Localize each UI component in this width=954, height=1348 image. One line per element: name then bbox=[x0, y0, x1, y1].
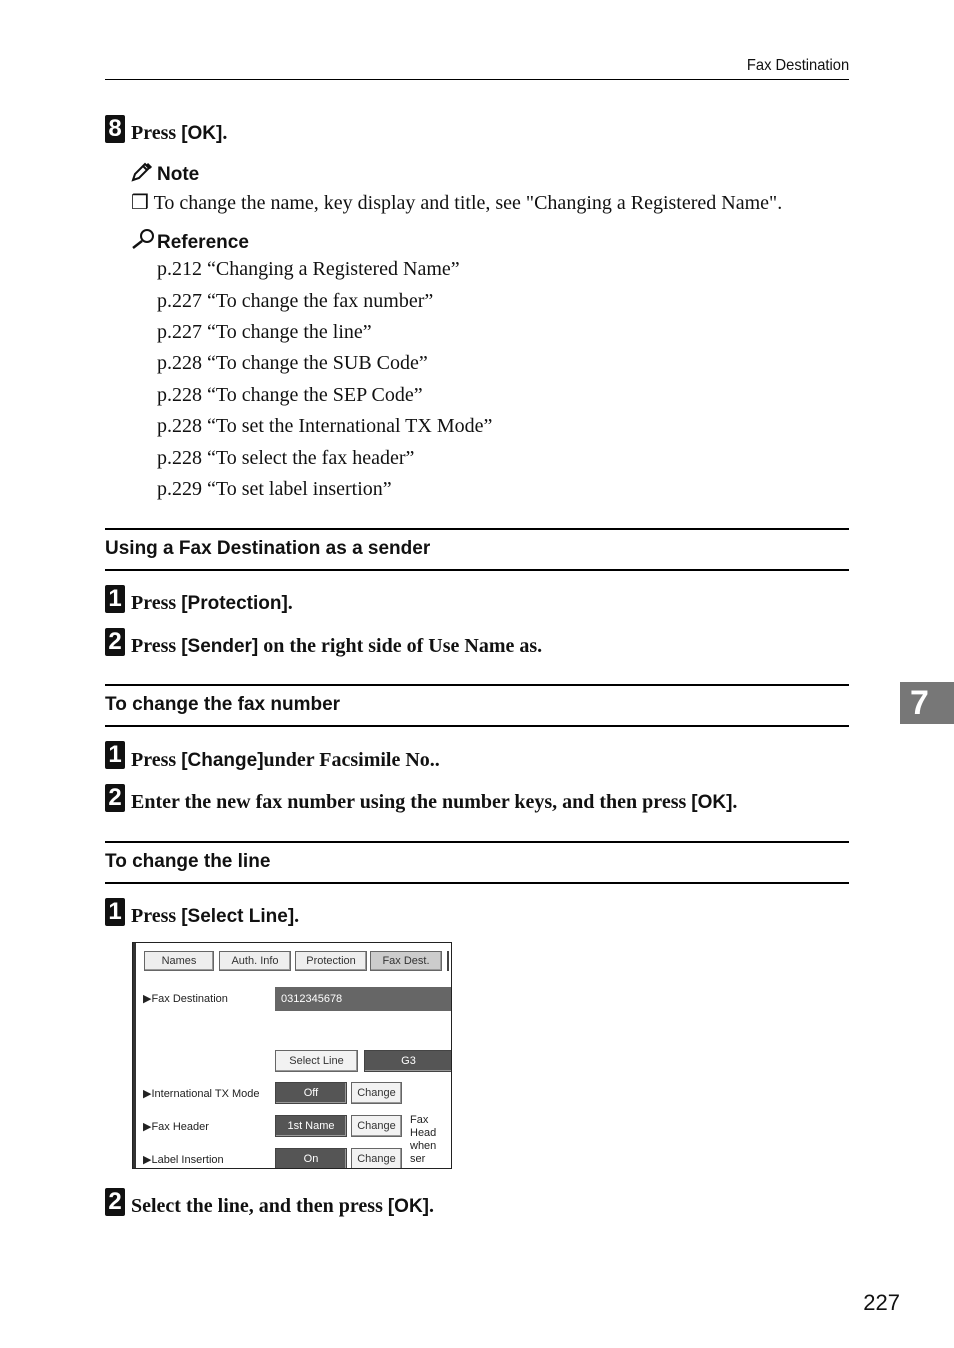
section-title-fax-number: To change the fax number bbox=[105, 694, 341, 715]
step-post: under Facsimile No.. bbox=[263, 749, 440, 771]
page-number: 227 bbox=[863, 1290, 900, 1315]
ok-key: [OK] bbox=[691, 792, 733, 813]
step-number-1: 1 bbox=[105, 741, 125, 769]
section-title-sender: Using a Fax Destination as a sender bbox=[105, 538, 431, 559]
step-pre: Press bbox=[131, 635, 182, 657]
label-insertion-value: On bbox=[275, 1148, 347, 1169]
fax-header-note bbox=[410, 1114, 451, 1166]
tab-fax-dest[interactable]: Fax Dest. bbox=[370, 951, 442, 971]
sender-key: [Sender] bbox=[181, 636, 259, 657]
step-number-8: 8 bbox=[105, 115, 125, 143]
step-post: . bbox=[287, 592, 293, 614]
step-post: . bbox=[429, 1195, 435, 1217]
step-number-2: 2 bbox=[105, 1188, 125, 1216]
intl-tx-value: Off bbox=[275, 1082, 347, 1104]
sender-step-1 bbox=[131, 592, 293, 615]
step-post: . bbox=[294, 905, 300, 927]
section-rule-top bbox=[105, 684, 849, 686]
reference-link[interactable]: p.227 “To change the fax number” bbox=[157, 290, 434, 312]
tab-names[interactable]: Names bbox=[144, 951, 214, 971]
step-pre: Select the line, and then press bbox=[131, 1195, 388, 1217]
step-pre: Press bbox=[131, 749, 182, 771]
line-value[interactable]: G3 bbox=[364, 1050, 452, 1072]
fax-destination-label: ▶Fax Destination bbox=[143, 993, 228, 1005]
fax-number-step-2 bbox=[131, 791, 737, 814]
step-number-1: 1 bbox=[105, 585, 125, 613]
fax-header-value: 1st Name bbox=[275, 1115, 347, 1137]
section-rule-top bbox=[105, 841, 849, 843]
step-pre: Enter the new fax number using the number keys, and then press bbox=[131, 791, 692, 813]
reference-link[interactable]: p.228 “To select the fax header” bbox=[157, 447, 415, 469]
select-line-button[interactable]: Select Line bbox=[275, 1050, 358, 1072]
intl-tx-label: ▶International TX Mode bbox=[143, 1088, 260, 1100]
device-screenshot bbox=[132, 942, 452, 1169]
reference-link[interactable]: p.228 “To change the SUB Code” bbox=[157, 352, 428, 374]
tab-protection[interactable]: Protection bbox=[295, 951, 367, 971]
intl-tx-change-button[interactable]: Change bbox=[351, 1082, 402, 1104]
line-step-1 bbox=[131, 905, 299, 928]
header-rule bbox=[105, 79, 849, 80]
fax-number-step-1 bbox=[131, 749, 440, 772]
chapter-tab: 7 bbox=[900, 682, 954, 724]
fax-header-note-line-1: Fax Head bbox=[410, 1114, 437, 1139]
step-pre: Press bbox=[131, 905, 182, 927]
sender-step-2 bbox=[131, 635, 542, 658]
step-pre: Press bbox=[131, 592, 182, 614]
note-item: ❒ To change the name, key display and title, see "Changing a Registered Name". bbox=[131, 192, 783, 214]
section-rule-top bbox=[105, 528, 849, 530]
step-post: . bbox=[732, 791, 738, 813]
step-8-text bbox=[131, 122, 227, 145]
step-number-2: 2 bbox=[105, 784, 125, 812]
label-insertion-label: ▶Label Insertion bbox=[143, 1154, 224, 1166]
reference-heading: Reference bbox=[157, 232, 249, 253]
tab-auth-info[interactable]: Auth. Info bbox=[219, 951, 291, 971]
step-post: on the right side of Use Name as. bbox=[258, 635, 543, 657]
ok-key: [OK] bbox=[181, 123, 223, 144]
label-insertion-change-button[interactable]: Change bbox=[351, 1148, 402, 1169]
running-header: Fax Destination bbox=[746, 57, 849, 74]
section-title-line: To change the line bbox=[105, 851, 271, 872]
step-8-post: . bbox=[222, 122, 228, 144]
reference-link[interactable]: p.228 “To set the International TX Mode” bbox=[157, 415, 493, 437]
screenshot-left-bar bbox=[133, 943, 136, 1168]
line-step-2 bbox=[131, 1195, 434, 1218]
step-8-pre: Press bbox=[131, 122, 182, 144]
fax-header-note-line-2: when ser bbox=[410, 1140, 437, 1165]
fax-number-field[interactable]: 0312345678 bbox=[275, 987, 451, 1011]
ok-key: [OK] bbox=[387, 1196, 430, 1217]
magnifier-icon bbox=[131, 228, 155, 255]
note-heading: Note bbox=[157, 164, 200, 185]
change-key: [Change] bbox=[181, 750, 264, 771]
reference-link[interactable]: p.228 “To change the SEP Code” bbox=[157, 384, 423, 406]
section-rule-bottom bbox=[105, 882, 849, 884]
protection-key: [Protection] bbox=[181, 593, 288, 614]
fax-header-change-button[interactable]: Change bbox=[351, 1115, 402, 1137]
tab-scroll-edge bbox=[447, 951, 449, 971]
reference-link[interactable]: p.212 “Changing a Registered Name” bbox=[157, 258, 460, 280]
reference-link[interactable]: p.227 “To change the line” bbox=[157, 321, 372, 343]
note-icon bbox=[131, 162, 153, 187]
section-rule-bottom bbox=[105, 569, 849, 571]
fax-header-label: ▶Fax Header bbox=[143, 1121, 209, 1133]
step-number-1: 1 bbox=[105, 898, 125, 926]
step-number-2: 2 bbox=[105, 628, 125, 656]
select-line-key: [Select Line] bbox=[181, 906, 295, 927]
reference-link[interactable]: p.229 “To set label insertion” bbox=[157, 478, 392, 500]
section-rule-bottom bbox=[105, 725, 849, 727]
